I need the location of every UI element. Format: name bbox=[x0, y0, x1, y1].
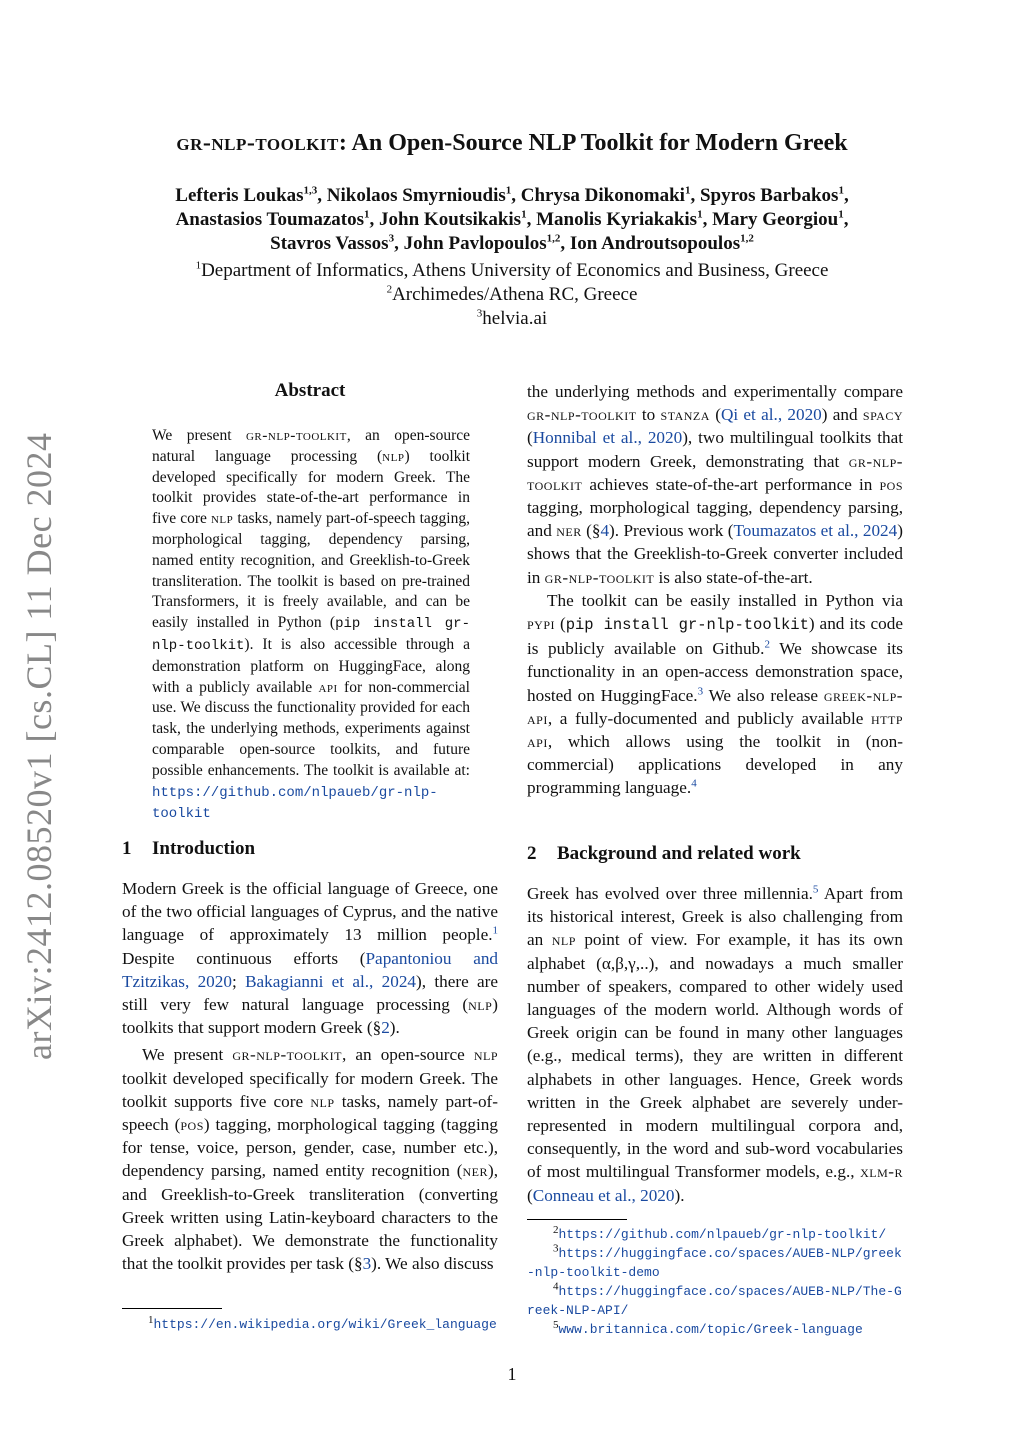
text: ) tagging, morphological tagging (tagging for tense, voice, person, gender, case, number etc.), dependency parsing, named entity recognition ( bbox=[122, 1115, 498, 1181]
introduction-body bbox=[122, 877, 498, 1275]
text: We present bbox=[152, 427, 246, 444]
text: for non-commercial use. We discuss the functionality provided for each task, the underlying methods, experiments against comparable open-source toolkits, and future possible enhancements. The toolkit is available at: bbox=[152, 678, 470, 779]
github-link[interactable]: https://github.com/nlpaueb/gr-nlp-toolkit bbox=[152, 784, 438, 823]
footnote-marker[interactable]: 5 bbox=[812, 883, 819, 896]
small-caps-term: xlm-r bbox=[860, 1162, 903, 1182]
citation-link[interactable]: Honnibal et al., 2020 bbox=[532, 428, 683, 448]
text: achieves state-of-the-art performance in bbox=[582, 474, 880, 494]
text: ), two multilingual toolkits that support modern Greek, demonstrating that bbox=[527, 428, 903, 471]
text: We present bbox=[142, 1045, 233, 1065]
abstract-heading: Abstract bbox=[274, 380, 346, 401]
small-caps-term: pypi bbox=[527, 614, 556, 634]
author-separator: , bbox=[843, 209, 849, 230]
text: ) shows that the Greeklish-to-Greek converter included in bbox=[527, 521, 903, 587]
text: ). It is also accessible through a demonstration platform on HuggingFace, along with a publicly available bbox=[152, 635, 470, 696]
text: ). Previous work ( bbox=[609, 521, 734, 541]
text: ( bbox=[555, 614, 566, 634]
author: Nikolaos Smyrnioudis bbox=[326, 185, 506, 206]
section-heading-background bbox=[527, 843, 801, 865]
text: tasks, namely part-of-speech ( bbox=[122, 1091, 498, 1135]
small-caps-term: gr-nlp-toolkit bbox=[544, 567, 655, 587]
author-affiliation-mark: 1 bbox=[838, 184, 844, 197]
text: toolkit developed specifically for modern Greek. The toolkit supports five core bbox=[122, 1068, 498, 1111]
text: ; bbox=[231, 971, 246, 991]
text: We also release bbox=[703, 685, 824, 705]
footnote bbox=[527, 1225, 903, 1244]
author-separator: , bbox=[843, 185, 849, 206]
affiliation-text: helvia.ai bbox=[482, 308, 548, 329]
text: Despite continuous efforts ( bbox=[122, 948, 366, 968]
paragraph bbox=[527, 882, 903, 1207]
paragraph bbox=[122, 1043, 498, 1275]
author: Spyros Barbakos bbox=[699, 185, 839, 206]
install-command: pip install gr-nlp-toolkit bbox=[565, 616, 809, 635]
small-caps-term: nlp bbox=[468, 995, 493, 1015]
footnote bbox=[527, 1282, 903, 1320]
small-caps-term: greek-nlp-api bbox=[527, 685, 903, 728]
title-rest: : An Open-Source NLP Toolkit for Modern Greek bbox=[338, 130, 848, 156]
small-caps-term: http api bbox=[527, 708, 903, 752]
text: ). We also discuss bbox=[371, 1254, 494, 1274]
text: point of view. For example, it has its own alphabet (α,β,γ,..), and nowadays a much smaller number of speakers, compared to other widely used languages of the modern world. Although words of Greek origin can be found in many other languages (e.g., medical terms), they are written in different alphabets in other languages. Hence, Greek words written in the Greek alphabet are severely under-represented in modern multilingual corpora and, consequently, in the word and sub-word vocabularies of most multilingual Transformer models, e.g., bbox=[527, 930, 903, 1182]
footnote bbox=[122, 1315, 502, 1334]
footnote-marker[interactable]: 1 bbox=[492, 924, 498, 937]
section-number: 1 bbox=[122, 838, 132, 859]
citation-link[interactable]: Papantoniou and Tzitzikas, 2020 bbox=[122, 948, 499, 991]
background-body bbox=[527, 882, 903, 1207]
section-title: Background and related work bbox=[557, 843, 801, 864]
text: ) toolkit developed specifically for modern Greek. The toolkit provides state-of-the-art performance in five core bbox=[152, 447, 471, 528]
citation-link[interactable]: Toumazatos et al., 2024 bbox=[733, 521, 898, 541]
text: ( bbox=[709, 405, 721, 425]
affiliation bbox=[0, 259, 1024, 283]
small-caps-term: nlp bbox=[310, 1091, 335, 1111]
abstract-body bbox=[152, 426, 470, 825]
footnotes-right bbox=[527, 1225, 903, 1339]
affiliations bbox=[0, 259, 1024, 331]
author-affiliation-mark: 1 bbox=[697, 208, 703, 221]
section-heading-introduction bbox=[122, 838, 255, 860]
footnote-marker[interactable]: 2 bbox=[764, 638, 770, 651]
author: John Pavlopoulos bbox=[403, 233, 547, 254]
author-affiliation-mark: 1,2 bbox=[546, 232, 561, 245]
section-title: Introduction bbox=[152, 838, 256, 859]
paragraph bbox=[122, 877, 498, 1039]
author-affiliation-mark: 1 bbox=[838, 208, 844, 221]
footnote-rule bbox=[527, 1219, 627, 1220]
author: Ion Androutsopoulos bbox=[569, 233, 741, 254]
author-list bbox=[0, 184, 1024, 256]
section-number: 2 bbox=[527, 843, 537, 864]
author-line-1 bbox=[0, 184, 1024, 208]
arxiv-identifier: arXiv:2412.08520v1 [cs.CL] 11 Dec 2024 bbox=[19, 432, 59, 1060]
author-affiliation-mark: 1,3 bbox=[303, 184, 318, 197]
text: Apart from its historical interest, Greek is also challenging from an bbox=[527, 884, 903, 950]
small-caps-term: nlp bbox=[210, 510, 234, 528]
footnote-link[interactable]: https://github.com/nlpaueb/gr-nlp-toolkit/ bbox=[558, 1227, 887, 1242]
footnote bbox=[527, 1320, 903, 1339]
citation-link[interactable]: Conneau et al., 2020 bbox=[532, 1185, 675, 1205]
author-affiliation-mark: 3 bbox=[388, 232, 395, 245]
footnote-rule bbox=[122, 1308, 222, 1309]
small-caps-term: stanza bbox=[660, 405, 710, 425]
text: tagging, morphological tagging, dependency parsing, and bbox=[527, 498, 903, 541]
install-command: pip install gr-nlp-toolkit bbox=[152, 616, 470, 654]
author-affiliation-mark: 1 bbox=[684, 184, 691, 197]
toolkit-name: gr-nlp-toolkit bbox=[176, 130, 339, 156]
small-caps-term: gr-nlp-toolkit bbox=[527, 451, 903, 494]
text: is also state-of-the-art. bbox=[654, 567, 813, 587]
affiliation-mark: 3 bbox=[476, 307, 483, 320]
affiliation bbox=[0, 307, 1024, 331]
small-caps-term: nlp bbox=[473, 1045, 499, 1065]
small-caps-term: spacy bbox=[862, 405, 904, 425]
author: Manolis Kyriakakis bbox=[536, 209, 698, 230]
small-caps-term: nlp bbox=[382, 447, 405, 465]
affiliation-text: Department of Informatics, Athens University of Economics and Business, Greece bbox=[201, 260, 829, 281]
author-separator: , bbox=[511, 185, 521, 206]
text: ), and Greeklish-to-Greek transliteration (converting Greek written using Latin-keyboard characters to the Greek alphabet). We demonstrate the functionality that the toolkit provides per task (§ bbox=[122, 1161, 498, 1274]
author-affiliation-mark: 1 bbox=[364, 208, 370, 221]
small-caps-term: pos bbox=[180, 1115, 204, 1135]
author: John Koutsikakis bbox=[379, 209, 522, 230]
affiliation-text: Archimedes/Athena RC, Greece bbox=[392, 284, 638, 305]
section-ref-link[interactable]: 4 bbox=[600, 521, 610, 541]
author-affiliation-mark: 1 bbox=[521, 208, 527, 221]
footnote-number: 2 bbox=[553, 1223, 559, 1236]
section-ref-link[interactable]: 3 bbox=[362, 1254, 372, 1274]
affiliation bbox=[0, 283, 1024, 307]
small-caps-term: gr-nlp-toolkit bbox=[245, 427, 347, 444]
citation-link[interactable]: Qi et al., 2020 bbox=[720, 405, 822, 425]
text: , an open-source bbox=[341, 1045, 474, 1065]
text: tasks, namely part-of-speech tagging, morphological tagging, dependency parsing, named entity recognition, and Greeklish-to-Greek transliteration. The toolkit is based on pre-trained Transformers, it is freely available, and can be easily installed in Python ( bbox=[152, 510, 470, 632]
footnote-marker[interactable]: 4 bbox=[691, 777, 697, 790]
footnote-number: 3 bbox=[553, 1242, 559, 1255]
author-separator: , bbox=[394, 233, 404, 254]
citation-link[interactable]: Bakagianni et al., 2024 bbox=[245, 971, 417, 991]
author: Chrysa Dikonomaki bbox=[520, 185, 685, 206]
author-separator: , bbox=[526, 209, 537, 230]
author-separator: , bbox=[317, 185, 327, 206]
affiliation-mark: 2 bbox=[386, 283, 393, 296]
footnote-number: 4 bbox=[553, 1280, 559, 1293]
author-line-2 bbox=[0, 208, 1024, 232]
section-ref-link[interactable]: 2 bbox=[381, 1018, 390, 1038]
text: (§ bbox=[581, 521, 601, 541]
footnote-link[interactable]: https://huggingface.co/spaces/AUEB-NLP/The-Greek-NLP-API/ bbox=[527, 1284, 902, 1318]
small-caps-term: ner bbox=[462, 1161, 488, 1181]
text: ) and its code is publicly available on Github. bbox=[527, 614, 903, 659]
paragraph bbox=[527, 589, 903, 800]
footnote-number: 1 bbox=[148, 1313, 154, 1326]
author-affiliation-mark: 1 bbox=[505, 184, 512, 197]
small-caps-term: pos bbox=[879, 474, 903, 494]
text: We showcase its functionality in an open-access demonstration space, hosted on HuggingFace. bbox=[527, 639, 903, 705]
author-separator: , bbox=[690, 185, 700, 206]
text: The toolkit can be easily installed in Python via bbox=[547, 590, 903, 610]
small-caps-term: gr-nlp-toolkit bbox=[527, 405, 637, 425]
page-number: 1 bbox=[507, 1364, 517, 1384]
footnote-number: 5 bbox=[553, 1318, 559, 1331]
text: , an open-source natural language processing ( bbox=[152, 427, 470, 465]
text: ) toolkits that support modern Greek (§ bbox=[122, 995, 498, 1038]
text: , which allows using the toolkit in (non-commercial) applications developed in any programming language. bbox=[527, 732, 903, 798]
text: ). bbox=[389, 1018, 400, 1038]
author-affiliation-mark: 1,2 bbox=[740, 232, 754, 245]
small-caps-term: gr-nlp-toolkit bbox=[232, 1045, 342, 1065]
author: Lefteris Loukas bbox=[175, 185, 304, 206]
small-caps-term: api bbox=[318, 678, 338, 696]
author: Mary Georgiou bbox=[712, 209, 839, 230]
paper-title bbox=[0, 130, 1024, 157]
author-line-3 bbox=[0, 232, 1024, 256]
footnote bbox=[527, 1244, 903, 1282]
author-separator: , bbox=[702, 209, 713, 230]
text: Greek has evolved over three millennia. bbox=[527, 884, 813, 903]
author-separator: , bbox=[560, 233, 570, 254]
author-separator: , bbox=[369, 209, 380, 230]
text: to bbox=[636, 405, 661, 425]
footnote-link[interactable]: www.britannica.com/topic/Greek-language bbox=[558, 1322, 863, 1337]
text: the underlying methods and experimentally compare bbox=[527, 382, 903, 401]
author: Anastasios Toumazatos bbox=[175, 209, 365, 230]
right-column-body bbox=[527, 380, 903, 800]
small-caps-term: nlp bbox=[551, 930, 576, 950]
author: Stavros Vassos bbox=[270, 233, 389, 254]
text: ), there are still very few natural language processing ( bbox=[122, 971, 498, 1015]
text: ). bbox=[674, 1185, 685, 1205]
footnote-link[interactable]: https://huggingface.co/spaces/AUEB-NLP/greek-nlp-toolkit-demo bbox=[527, 1246, 902, 1280]
paragraph bbox=[527, 380, 903, 589]
affiliation-mark: 1 bbox=[195, 259, 202, 272]
text: Modern Greek is the official language of Greece, one of the two official languages of Cyprus, and the native language of approximately 13 million people. bbox=[122, 879, 498, 945]
text: ( bbox=[527, 428, 533, 448]
text: ) and bbox=[821, 405, 863, 425]
text: , a fully-documented and publicly available bbox=[547, 708, 871, 728]
text: ( bbox=[527, 1185, 533, 1205]
footnote-marker[interactable]: 3 bbox=[697, 684, 704, 697]
footnote-link[interactable]: https://en.wikipedia.org/wiki/Greek_language bbox=[153, 1317, 497, 1332]
small-caps-term: ner bbox=[556, 521, 582, 541]
